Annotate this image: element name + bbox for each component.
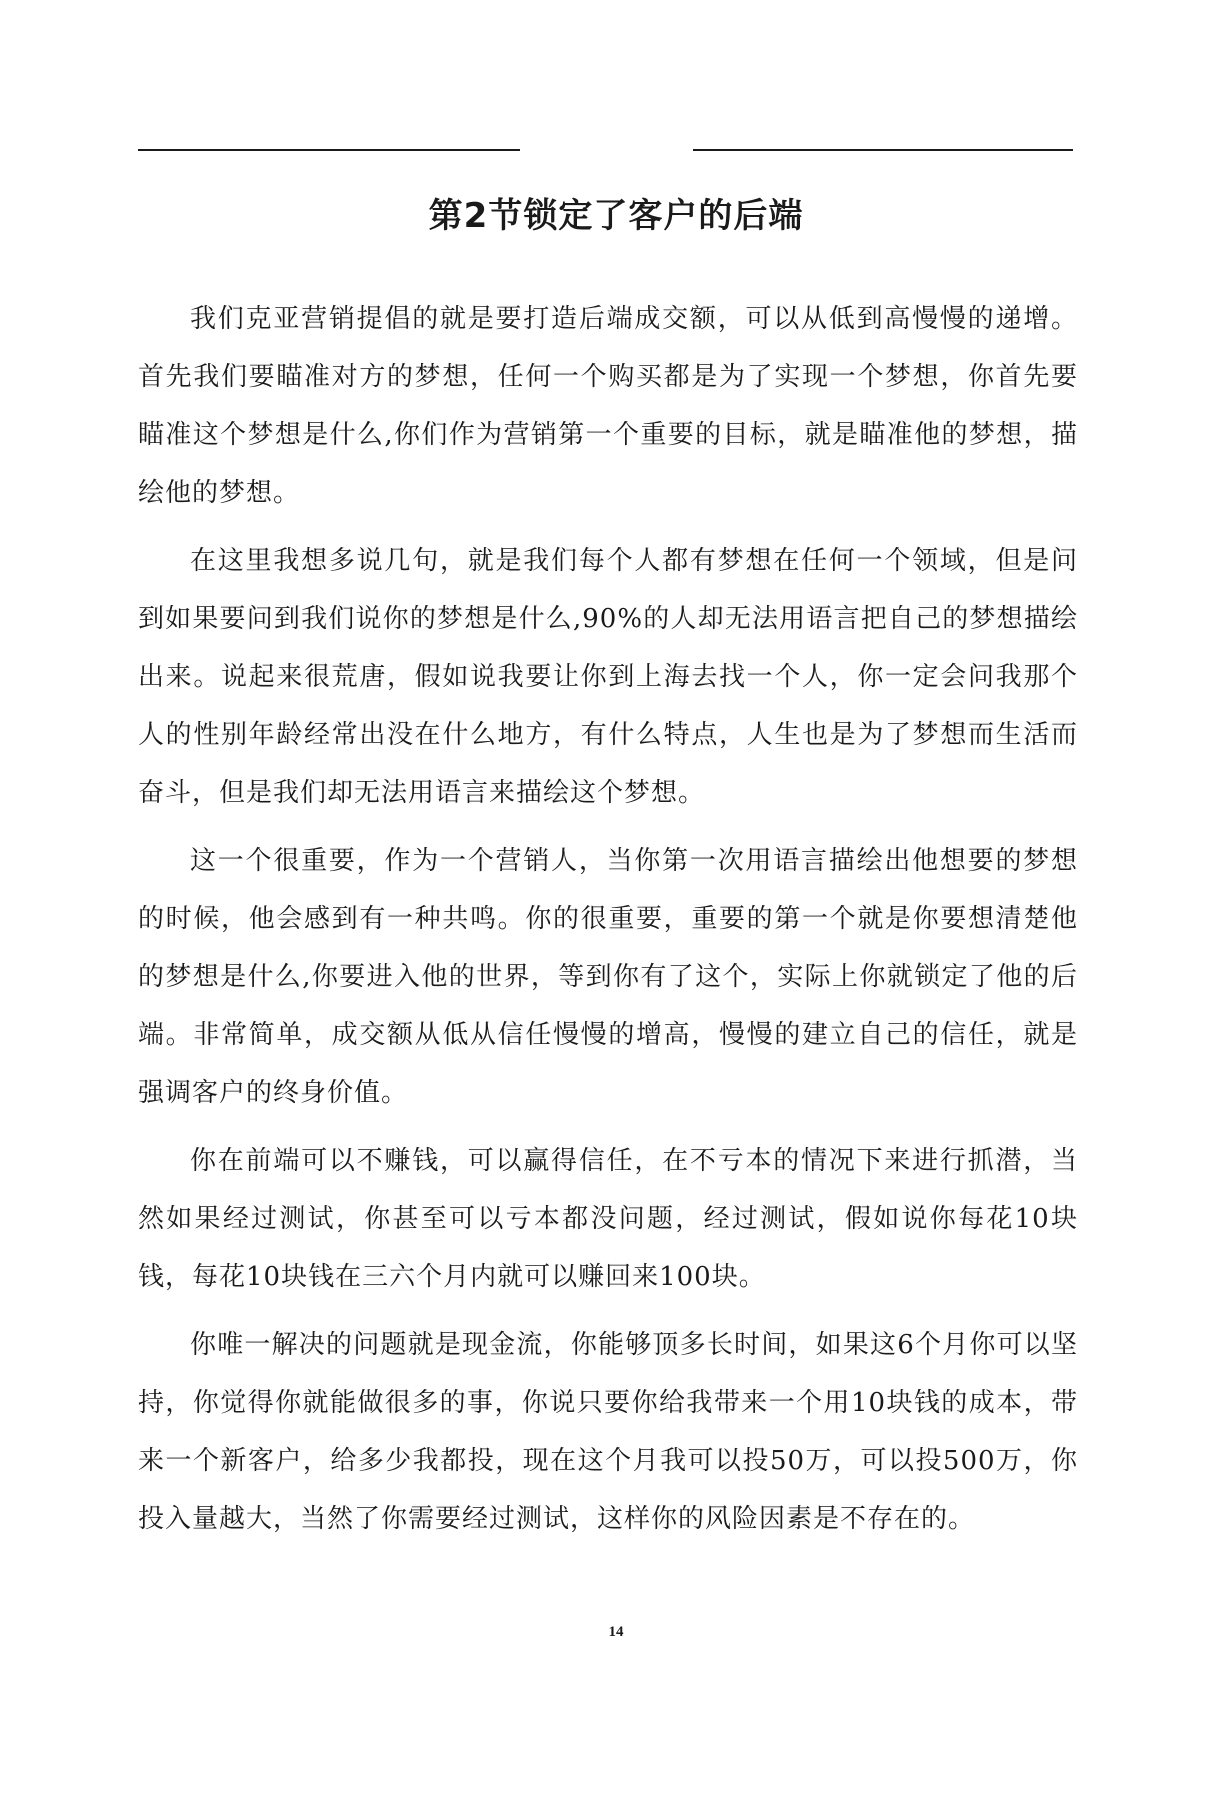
header-rule-left — [138, 149, 520, 151]
header-rule-right — [693, 149, 1073, 151]
paragraph-5: 你唯一解决的问题就是现金流，你能够顶多长时间，如果这6个月你可以坚持，你觉得你就能做很多的事，你说只要你给我带来一个用10块钱的成本，带来一个新客户，给多少我都投，现在这个月我可以投50万，可以投500万，你投入量越大，当然了你需要经过测试，这样你的风险因素是不存在的。 — [138, 1330, 1078, 1534]
section-title: 第2节锁定了客户的后端 — [428, 196, 804, 236]
paragraph-4: 你在前端可以不赚钱，可以赢得信任，在不亏本的情况下来进行抓潜，当然如果经过测试，你甚至可以亏本都没问题，经过测试，假如说你每花10块钱，每花10块钱在三六个月内就可以赚回来100块。 — [138, 1146, 1078, 1292]
paragraph-2: 在这里我想多说几句，就是我们每个人都有梦想在任何一个领域，但是问到如果要问到我们说你的梦想是什么,90%的人却无法用语言把自己的梦想描绘出来。说起来很荒唐，假如说我要让你到上海去找一个人，你一定会问我那个人的性别年龄经常出没在什么地方，有什么特点，人生也是为了梦想而生活而奋斗，但是我们却无法用语言来描绘这个梦想。 — [138, 546, 1078, 808]
page-number: 14 — [608, 1624, 624, 1640]
body-text — [138, 290, 1078, 1558]
paragraph-1: 我们克亚营销提倡的就是要打造后端成交额，可以从低到高慢慢的递增。首先我们要瞄准对方的梦想，任何一个购买都是为了实现一个梦想，你首先要瞄准这个梦想是什么,你们作为营销第一个重要的目标，就是瞄准他的梦想，描绘他的梦想。 — [138, 304, 1079, 508]
paragraph-3: 这一个很重要，作为一个营销人，当你第一次用语言描绘出他想要的梦想的时候，他会感到有一种共鸣。你的很重要，重要的第一个就是你要想清楚他的梦想是什么,你要进入他的世界，等到你有了这个，实际上你就锁定了他的后端。非常简单，成交额从低从信任慢慢的增高，慢慢的建立自己的信任，就是强调客户的终身价值。 — [138, 846, 1078, 1108]
